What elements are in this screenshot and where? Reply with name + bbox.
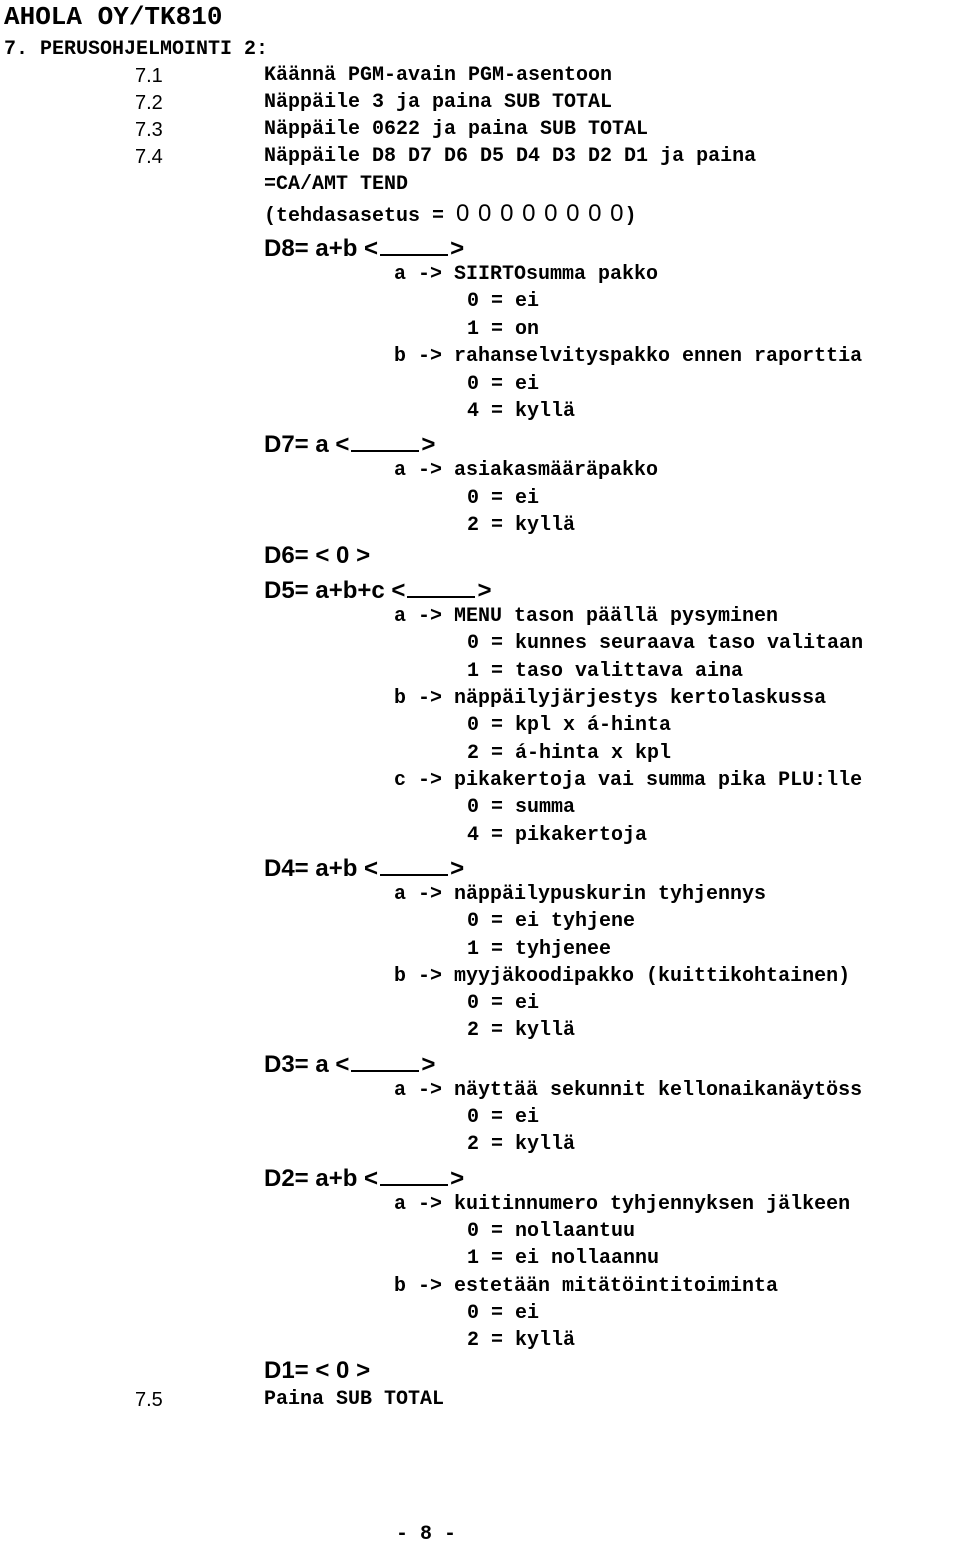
option-value: 1 = tyhjenee xyxy=(467,938,612,961)
entry-blank xyxy=(351,1050,419,1072)
option-value: 4 = pikakertoja xyxy=(467,824,648,847)
option-line: b -> myyjäkoodipakko (kuittikohtainen) xyxy=(394,965,851,988)
option-line: a -> kuitinnumero tyhjennyksen jälkeen xyxy=(394,1193,851,1216)
entry-blank xyxy=(380,234,448,256)
option-line: c -> pikakertoja vai summa pika PLU:lle xyxy=(394,769,863,792)
digit-d3: D3= a < > xyxy=(264,1051,436,1078)
factory-setting-label: (tehdasasetus = xyxy=(264,205,457,228)
option-line: a -> asiakasmääräpakko xyxy=(394,459,659,482)
option-value: 2 = kyllä xyxy=(467,514,576,537)
option-value: 2 = á-hinta x kpl xyxy=(467,742,672,765)
entry-blank xyxy=(407,576,475,598)
digit-d7: D7= a < > xyxy=(264,431,436,458)
step-text: Käännä PGM-avain PGM-asentoon xyxy=(264,64,613,87)
step-text: Paina SUB TOTAL xyxy=(264,1388,445,1411)
option-value: 4 = kyllä xyxy=(467,400,576,423)
option-value: 0 = ei xyxy=(467,290,540,313)
factory-setting-value: 0 0 0 0 0 0 0 0 xyxy=(456,200,625,227)
digit-d6: D6= < 0 > xyxy=(264,542,371,569)
step-number: 7.5 xyxy=(135,1389,163,1411)
option-value: 0 = ei xyxy=(467,1302,540,1325)
step-number: 7.4 xyxy=(135,146,163,168)
digit-d5: D5= a+b+c < > xyxy=(264,577,492,604)
digit-d4: D4= a+b < > xyxy=(264,855,465,882)
section-heading: 7. PERUSOHJELMOINTI 2: xyxy=(4,38,269,61)
digit-d2: D2= a+b < > xyxy=(264,1165,465,1192)
option-value: 0 = ei tyhjene xyxy=(467,910,636,933)
option-value: 0 = ei xyxy=(467,992,540,1015)
step-text-continued: =CA/AMT TEND xyxy=(264,173,409,196)
step-text: Näppäile 0622 ja paina SUB TOTAL xyxy=(264,118,649,141)
entry-blank xyxy=(380,1164,448,1186)
digit-d1: D1= < 0 > xyxy=(264,1357,371,1384)
option-line: b -> rahanselvityspakko ennen raporttia xyxy=(394,345,863,368)
step-text: Näppäile 3 ja paina SUB TOTAL xyxy=(264,91,613,114)
entry-blank xyxy=(351,430,419,452)
step-number: 7.3 xyxy=(135,119,163,141)
option-line: a -> MENU tason päällä pysyminen xyxy=(394,605,779,628)
option-line: b -> näppäilyjärjestys kertolaskussa xyxy=(394,687,827,710)
option-value: 0 = nollaantuu xyxy=(467,1220,636,1243)
option-line: a -> SIIRTOsumma pakko xyxy=(394,263,659,286)
digit-d8: D8= a+b < > xyxy=(264,235,465,262)
option-value: 0 = summa xyxy=(467,796,576,819)
step-number: 7.2 xyxy=(135,92,163,114)
option-line: b -> estetään mitätöintitoiminta xyxy=(394,1275,779,1298)
option-value: 1 = on xyxy=(467,318,540,341)
step-text: Näppäile D8 D7 D6 D5 D4 D3 D2 D1 ja paina xyxy=(264,145,757,168)
option-value: 0 = kpl x á-hinta xyxy=(467,714,672,737)
factory-setting xyxy=(264,202,637,227)
document-title: AHOLA OY/TK810 xyxy=(4,2,223,32)
option-value: 0 = ei xyxy=(467,373,540,396)
factory-setting-close: ) xyxy=(624,205,637,228)
option-line: a -> näyttää sekunnit kellonaikanäytöss xyxy=(394,1079,863,1102)
option-value: 1 = taso valittava aina xyxy=(467,660,744,683)
option-value: 0 = kunnes seuraava taso valitaan xyxy=(467,632,864,655)
page-number: - 8 - xyxy=(396,1523,457,1546)
option-line: a -> näppäilypuskurin tyhjennys xyxy=(394,883,767,906)
option-value: 2 = kyllä xyxy=(467,1019,576,1042)
option-value: 2 = kyllä xyxy=(467,1329,576,1352)
option-value: 0 = ei xyxy=(467,487,540,510)
option-value: 0 = ei xyxy=(467,1106,540,1129)
step-number: 7.1 xyxy=(135,65,163,87)
option-value: 2 = kyllä xyxy=(467,1133,576,1156)
entry-blank xyxy=(380,854,448,876)
option-value: 1 = ei nollaannu xyxy=(467,1247,660,1270)
